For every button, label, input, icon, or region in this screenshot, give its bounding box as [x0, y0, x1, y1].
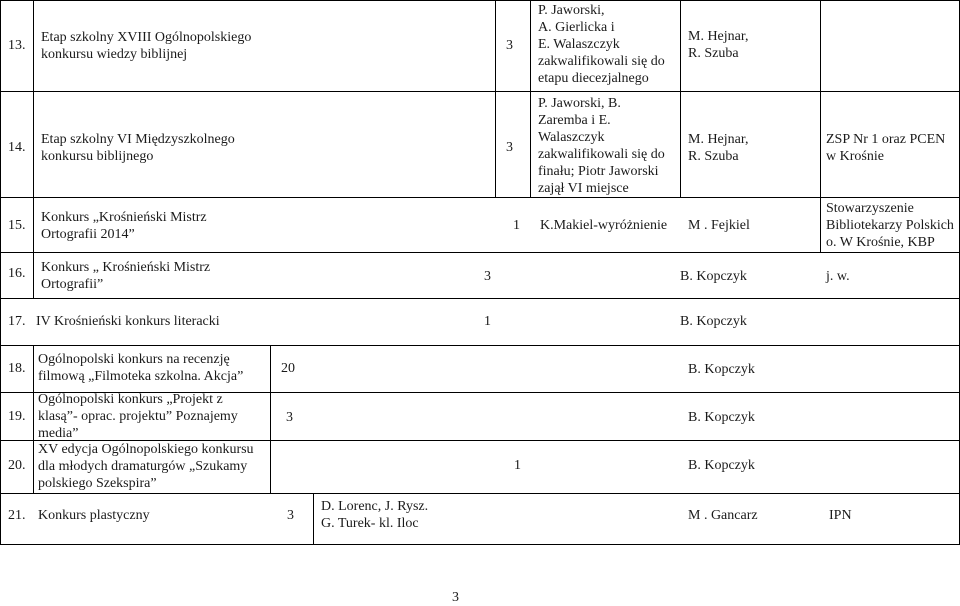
contest-title-line: filmową „Filmoteka szkolna. Akcja” [38, 369, 244, 384]
rule [530, 0, 531, 197]
teacher-text: B. Kopczyk [688, 458, 755, 473]
rule [33, 345, 34, 493]
organizer-text: IPN [829, 508, 852, 523]
row-number: 15. [8, 218, 26, 233]
rule [313, 493, 314, 544]
participant-count: 1 [514, 458, 521, 473]
rule [0, 345, 960, 346]
organizer-line: Stowarzyszenie [826, 201, 914, 216]
result-line: G. Turek- kl. Iloc [321, 516, 419, 531]
participant-count: 3 [484, 269, 491, 284]
contest-title-line: polskiego Szekspira” [38, 476, 157, 491]
organizer-line: o. W Krośnie, KBP [826, 235, 935, 250]
row-number: 21. [8, 508, 26, 523]
result-line: zakwalifikowali się do [538, 147, 665, 162]
teacher-text: B. Kopczyk [680, 269, 747, 284]
teacher-text: M . Fejkiel [688, 218, 750, 233]
contest-title-line: dla młodych dramaturgów „Szukamy [38, 459, 248, 474]
rule [0, 91, 960, 92]
teacher-line: M. Hejnar, [688, 29, 749, 44]
contest-title-line: klasą”- oprac. projektu” Poznajemy [38, 409, 238, 424]
result-line: zakwalifikowali się do [538, 54, 665, 69]
teacher-line: M. Hejnar, [688, 132, 749, 147]
participant-count: 1 [484, 314, 491, 329]
teacher-text: M . Gancarz [688, 508, 758, 523]
result-line: Walaszczyk [538, 130, 605, 145]
row-number: 16. [8, 266, 26, 281]
contest-title-line: Ortografii” [41, 277, 104, 292]
organizer-line: w Krośnie [826, 149, 884, 164]
row-number: 13. [8, 38, 26, 53]
rule [820, 0, 821, 252]
contest-title-line: Ortografii 2014” [41, 227, 135, 242]
rule [0, 0, 960, 1]
result-line: finału; Piotr Jaworski [538, 164, 659, 179]
participant-count: 3 [287, 508, 294, 523]
contest-title: IV Krośnieński konkurs literacki [36, 314, 220, 329]
row-number: 17. [8, 314, 26, 329]
teacher-text: B. Kopczyk [688, 362, 755, 377]
rule [0, 544, 960, 545]
rule [0, 298, 960, 299]
result-text: K.Makiel-wyróżnienie [540, 218, 668, 233]
row-number: 14. [8, 140, 26, 155]
result-line: P. Jaworski, [538, 3, 605, 18]
contest-title-line: konkursu wiedzy biblijnej [41, 47, 188, 62]
contest-title-line: Ogólnopolski konkurs na recenzję [38, 352, 230, 367]
rule [270, 345, 271, 493]
page-number: 3 [452, 590, 459, 605]
organizer-line: Bibliotekarzy Polskich [826, 218, 954, 233]
participant-count: 1 [513, 218, 520, 233]
participant-count: 20 [281, 361, 295, 376]
result-line: etapu diecezjalnego [538, 71, 649, 86]
rule [495, 0, 496, 197]
rule [0, 252, 960, 253]
contest-title-line: konkursu biblijnego [41, 149, 154, 164]
rule [0, 493, 1, 544]
teacher-line: R. Szuba [688, 149, 739, 164]
rule [0, 345, 1, 493]
contest-title-line: Ogólnopolski konkurs „Projekt z [38, 392, 223, 407]
organizer-text: j. w. [826, 269, 850, 284]
contest-title-line: media” [38, 426, 79, 441]
rule [0, 0, 1, 298]
result-line: D. Lorenc, J. Rysz. [321, 499, 429, 514]
participant-count: 3 [286, 410, 293, 425]
result-line: E. Walaszczyk [538, 37, 620, 52]
teacher-text: B. Kopczyk [688, 410, 755, 425]
result-line: A. Gierlicka i [538, 20, 615, 35]
row-number: 18. [8, 361, 26, 376]
rule [0, 197, 960, 198]
organizer-line: ZSP Nr 1 oraz PCEN [826, 132, 946, 147]
contest-title-line: XV edycja Ogólnopolskiego konkursu [38, 442, 254, 457]
contest-title-line: Konkurs „Krośnieński Mistrz [41, 210, 207, 225]
teacher-line: R. Szuba [688, 46, 739, 61]
rule [0, 298, 1, 345]
rule [33, 0, 34, 298]
contest-title-line: Etap szkolny XVIII Ogólnopolskiego [41, 30, 252, 45]
result-line: zajął VI miejsce [538, 181, 629, 196]
rule [680, 0, 681, 197]
result-line: Zaremba i E. [538, 113, 611, 128]
row-number: 20. [8, 458, 26, 473]
contest-title-line: Etap szkolny VI Międzyszkolnego [41, 132, 235, 147]
contest-title-line: Konkurs „ Krośnieński Mistrz [41, 260, 211, 275]
participant-count: 3 [506, 38, 513, 53]
teacher-text: B. Kopczyk [680, 314, 747, 329]
participant-count: 3 [506, 140, 513, 155]
rule [0, 493, 960, 494]
result-line: P. Jaworski, B. [538, 96, 621, 111]
row-number: 19. [8, 409, 26, 424]
contest-title: Konkurs plastyczny [38, 508, 150, 523]
